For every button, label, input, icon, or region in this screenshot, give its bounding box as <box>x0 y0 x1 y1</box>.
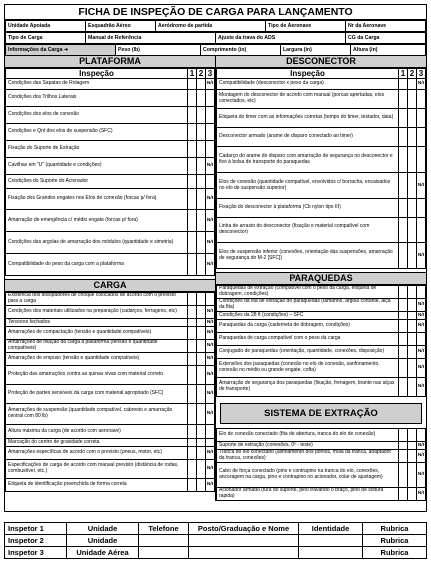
identidade-field[interactable] <box>299 535 363 547</box>
desconector-title: DESCONECTOR <box>216 56 426 68</box>
check-2-cell[interactable] <box>197 366 206 385</box>
check-1-cell[interactable] <box>399 90 408 109</box>
check-2-cell[interactable] <box>197 232 206 254</box>
check-1-cell[interactable] <box>188 90 197 107</box>
check-2-cell[interactable] <box>408 218 417 243</box>
checklist-item: Compatibilidade do peso da carga com a plataforma <box>6 254 188 276</box>
check-2-cell[interactable] <box>408 488 417 501</box>
checklist-item: Elos de suspensão inferior (conexões, orientação das suspensões, amarração de segurança do M-2 [SFC]) <box>217 243 399 269</box>
rubrica-header: Rubrica <box>363 523 427 535</box>
col-3-header: 3 <box>206 69 215 79</box>
checklist-item: Suporte de extração (conexões, 0º - teste) <box>217 442 399 450</box>
checklist-item: Proteção das amarrações contra as quinas vivas com material correto <box>6 366 188 385</box>
check-2-cell[interactable] <box>197 439 206 447</box>
checklist-item: Extensões dos paraquedas (conexão no elo de conexão, sanfonamento, conexão no médio ou grande engate, cofta) <box>217 359 399 378</box>
check-2-cell[interactable] <box>408 442 417 450</box>
checklist-item: Cadarço do arame de disparo com amarração de segurança no desconector e fixo à bolsa de transporte do paraquedas <box>217 147 399 173</box>
sistema-table <box>216 428 426 501</box>
paraquedas-title: PARAQUEDAS <box>216 272 426 285</box>
check-3-cell[interactable] <box>417 199 426 218</box>
rubrica-cell: Rubrica <box>363 547 427 559</box>
check-1-cell[interactable] <box>188 175 197 189</box>
checklist-item: Condições das Sapatas de Rolagem <box>6 79 188 90</box>
checklist-item: Existência dos dissipadores de choque colocados de acordo com o previsto para a carga <box>6 293 188 306</box>
check-2-cell[interactable] <box>197 306 206 319</box>
identidade-field[interactable] <box>299 547 363 559</box>
checklist-item: Condições do Suporte do Acionador <box>6 175 188 189</box>
check-2-cell[interactable] <box>197 353 206 366</box>
esquadrao-aereo-label: Esquadrão Aéreo <box>86 21 156 32</box>
check-2-cell[interactable] <box>408 199 417 218</box>
check-3-cell[interactable]: N/I <box>206 232 215 254</box>
rubrica-cell: Rubrica <box>363 535 427 547</box>
check-3-cell[interactable] <box>206 90 215 107</box>
check-1-cell[interactable] <box>399 488 408 501</box>
checklist-item: Tranca do elo conectado (alinhamento dos pontos, mola da tranca, adaptador da tranca, conexões) <box>217 450 399 463</box>
check-1-cell[interactable] <box>188 340 197 353</box>
checklist-item: Amarração de segurança dos paraquedas (fixação, frenagem, tirante nas alças de transporte) <box>217 378 399 397</box>
inspectors-table <box>4 522 427 559</box>
check-1-cell[interactable] <box>188 460 197 479</box>
tipo-aeronave-label: Tipo de Aeronave <box>266 21 346 32</box>
check-1-cell[interactable] <box>399 378 408 397</box>
check-1-cell[interactable] <box>399 79 408 90</box>
comprimento-label: Comprimento (in) <box>201 45 281 56</box>
check-2-cell[interactable] <box>197 175 206 189</box>
check-3-cell[interactable] <box>206 141 215 158</box>
check-2-cell[interactable] <box>408 173 417 199</box>
checklist-item: Conjugado de paraquedas (orientação, quantidade, conexões, disposição) <box>217 346 399 359</box>
check-3-cell[interactable]: N/I <box>417 312 425 318</box>
unidade-cell: Unidade Aérea <box>67 547 139 559</box>
checklist-item: Acionador armado (fura do suporte, pino travando o braço, pino de soltura rapida) <box>217 488 399 501</box>
check-1-cell[interactable] <box>188 158 197 175</box>
check-1-cell[interactable] <box>399 286 408 299</box>
check-2-cell[interactable] <box>197 107 206 124</box>
check-2-cell[interactable] <box>408 312 417 320</box>
carga-title: CARGA <box>5 279 215 292</box>
check-3-cell[interactable]: N/I <box>206 327 215 340</box>
check-1-cell[interactable] <box>188 141 197 158</box>
header-table-2 <box>5 32 426 44</box>
check-3-cell[interactable]: N/I <box>417 463 426 488</box>
carga-table <box>5 292 215 492</box>
check-2-cell[interactable] <box>408 147 417 173</box>
check-2-cell[interactable] <box>408 320 417 333</box>
checklist-item: Elos de conexão (quantidade compatível, envolvidos c/ borracha, encaixados no elo de suspensão superior) <box>217 173 399 199</box>
inspecao-header: Inspeção <box>217 69 399 79</box>
check-3-cell[interactable]: N/I <box>417 378 426 397</box>
check-3-cell[interactable]: N/I <box>206 158 215 175</box>
check-1-cell[interactable] <box>188 107 197 124</box>
checklist-item: Tensores fechados <box>6 319 188 327</box>
check-1-cell[interactable] <box>399 218 408 243</box>
posto-nome-header: Posto/Graduação e Nome <box>189 523 299 535</box>
check-3-cell[interactable]: N/I <box>417 299 426 312</box>
check-2-cell[interactable] <box>408 243 417 269</box>
checklist-item: Amarração de emergência c/ médio engate (forcas p/ fora) <box>6 210 188 232</box>
checklist-item: Etiqueta de identificação preenchida de forma correta <box>6 479 188 492</box>
checklist-item: Marcação do centro de gravidade correta <box>6 439 188 447</box>
checklist-item: Etiqueta do timer com as informações corretas (tempo do timer, testador, data) <box>217 109 399 128</box>
checklist-item: Condições das argolas de amarração dos módulos (quantidade e simetria) <box>6 232 188 254</box>
telefone-field[interactable] <box>139 535 189 547</box>
checklist-item: Condições dos materiais utilizados na preparação (cadarços, ferragens, etc) <box>6 306 188 319</box>
check-2-cell[interactable] <box>197 385 206 404</box>
check-3-cell[interactable] <box>206 439 215 447</box>
check-3-cell[interactable]: N/I <box>206 404 215 425</box>
tipo-carga-label: Tipo de Carga <box>6 33 86 44</box>
check-1-cell[interactable] <box>188 439 197 447</box>
check-3-cell[interactable] <box>417 109 426 128</box>
check-1-cell[interactable] <box>399 128 408 147</box>
check-2-cell[interactable] <box>197 340 206 353</box>
plataforma-table <box>5 68 215 276</box>
check-3-cell[interactable] <box>417 128 426 147</box>
check-1-cell[interactable] <box>188 327 197 340</box>
check-1-cell[interactable] <box>188 306 197 319</box>
check-3-cell[interactable] <box>417 90 426 109</box>
check-1-cell[interactable] <box>399 333 408 346</box>
check-2-cell[interactable] <box>408 79 417 90</box>
cg-carga-label: CG da Carga <box>346 33 426 44</box>
unidade-header: Unidade <box>67 523 139 535</box>
checklist-item: Proteção de partes sensíveis da carga com material apropriado (SFC) <box>6 385 188 404</box>
col-2-header: 2 <box>197 69 206 79</box>
check-2-cell[interactable] <box>408 346 417 359</box>
check-1-cell[interactable] <box>399 299 408 312</box>
check-2-cell[interactable] <box>408 450 417 463</box>
ajuste-trava-label: Ajuste da trava do ADS <box>216 33 346 44</box>
check-3-cell[interactable]: N/I <box>206 340 215 353</box>
checklist-item: Paraquedas de extração (compatível com o peso da carga, etiqueta de dobragem, condições) <box>217 286 399 299</box>
check-3-cell[interactable]: N/I <box>206 306 215 319</box>
check-2-cell[interactable] <box>197 425 206 439</box>
check-3-cell[interactable] <box>417 286 426 299</box>
check-1-cell[interactable] <box>188 425 197 439</box>
col-2-header: 2 <box>408 69 417 79</box>
sistema-extracao-title: SISTEMA DE EXTRAÇÃO <box>220 403 422 424</box>
checklist-item: Especificações de carga de acordo com manual previsto (distância de rodas, combustível, etc.) <box>6 460 188 479</box>
checklist-item: Fixação do Suporte de Extração <box>6 141 188 158</box>
check-1-cell[interactable] <box>399 109 408 128</box>
checklist-item: Elo de conexão conectado (fita de abertura, tranca do elo de conexão) <box>217 429 399 442</box>
telefone-field[interactable] <box>139 547 189 559</box>
largura-label: Largura (in) <box>281 45 351 56</box>
check-3-cell[interactable]: N/I <box>206 353 215 366</box>
check-3-cell[interactable] <box>206 107 215 124</box>
telefone-header: Telefone <box>139 523 189 535</box>
check-1-cell[interactable] <box>399 429 408 442</box>
check-3-cell[interactable]: N/I <box>206 210 215 232</box>
check-2-cell[interactable] <box>408 109 417 128</box>
info-carga-label: Informações da Carga ➜ <box>6 45 116 56</box>
right-column <box>215 56 426 501</box>
check-1-cell[interactable] <box>399 312 408 320</box>
check-2-cell[interactable] <box>197 141 206 158</box>
checklist-columns <box>5 56 426 501</box>
checklist-item: Fixação dos Grandes engates nos Elos de conexão (forcas p/ fora) <box>6 189 188 210</box>
check-3-cell[interactable] <box>417 429 426 442</box>
check-3-cell[interactable] <box>417 147 426 173</box>
col-3-header: 3 <box>417 69 426 79</box>
check-1-cell[interactable] <box>188 319 197 327</box>
check-2-cell[interactable] <box>197 158 206 175</box>
checklist-item: Paraquedas de carga compatível com o peso da carga <box>217 333 399 346</box>
check-1-cell[interactable] <box>399 346 408 359</box>
checklist-item: Condições dos Trilhos Laterais <box>6 90 188 107</box>
identidade-header: Identidade <box>299 523 363 535</box>
check-2-cell[interactable] <box>197 460 206 479</box>
checklist-item: Amarrações de suspensão (quantidade compatível, cabresto e amarração central com 80 lb) <box>6 404 188 425</box>
checklist-item: Cavilhas em "U" (quantidade e condições) <box>6 158 188 175</box>
check-1-cell[interactable] <box>188 254 197 276</box>
check-2-cell[interactable] <box>197 254 206 276</box>
checklist-item: Paraquedas da carga (caderneta de dobragem, condições) <box>217 320 399 333</box>
arrow-icon: ➜ <box>63 47 69 53</box>
check-2-cell[interactable] <box>408 286 417 299</box>
checklist-item: Compatibilidade (desconector x peso da carga) <box>217 79 399 90</box>
paraquedas-table <box>216 285 426 397</box>
checklist-item: Cabo de força conectado (pino e contrapino na tranca do elo, conexões, ancoragem na carga, pino e contrapino no acionador, colar de ajustagem) <box>217 463 399 488</box>
check-3-cell[interactable]: N/I <box>417 359 426 378</box>
check-3-cell[interactable]: N/I <box>206 460 215 479</box>
check-2-cell[interactable] <box>197 210 206 232</box>
col-1-header: 1 <box>399 69 408 79</box>
check-2-cell[interactable] <box>408 463 417 488</box>
check-1-cell[interactable] <box>188 293 197 306</box>
check-2-cell[interactable] <box>197 293 206 306</box>
posto-nome-field[interactable] <box>189 547 299 559</box>
check-3-cell[interactable] <box>417 333 426 346</box>
inspecao-header: Inspeção <box>6 69 188 79</box>
check-2-cell[interactable] <box>408 299 417 312</box>
check-2-cell[interactable] <box>197 189 206 210</box>
check-3-cell[interactable]: N/I <box>417 320 426 333</box>
checklist-item: Condições da 28 ft (condições) – SFC <box>217 312 399 320</box>
check-2-cell[interactable] <box>408 378 417 397</box>
header-table <box>5 20 426 32</box>
unidade-apoiada-label: Unidade Apoiada <box>6 21 86 32</box>
plataforma-title: PLATAFORMA <box>5 56 215 68</box>
check-2-cell[interactable] <box>197 404 206 425</box>
check-1-cell[interactable] <box>399 173 408 199</box>
check-1-cell[interactable] <box>188 385 197 404</box>
aerodromo-label: Aeródromo de partida <box>156 21 266 32</box>
check-3-cell[interactable]: N/I <box>417 346 426 359</box>
check-1-cell[interactable] <box>188 79 197 90</box>
checklist-item: Amarrações de fixação da carga à plataforma (tensão e quantidade compatíveis) <box>6 340 188 353</box>
check-1-cell[interactable] <box>188 124 197 141</box>
check-1-cell[interactable] <box>399 243 408 269</box>
check-1-cell[interactable] <box>188 479 197 492</box>
form-title: FICHA DE INSPEÇÃO DE CARGA PARA LANÇAMENTO <box>5 5 426 20</box>
check-3-cell[interactable]: N/I <box>417 79 426 90</box>
check-1-cell[interactable] <box>399 199 408 218</box>
check-3-cell[interactable]: N/I <box>417 173 426 199</box>
check-3-cell[interactable]: N/I <box>417 488 426 501</box>
header-table-3 <box>5 44 426 56</box>
check-3-cell[interactable]: N/I <box>206 366 215 385</box>
altura-label: Altura (in) <box>351 45 426 56</box>
check-3-cell[interactable]: N/I <box>206 189 215 210</box>
check-2-cell[interactable] <box>408 359 417 378</box>
check-1-cell[interactable] <box>399 450 408 463</box>
checklist-item: Montagem do desconector de acordo com manual (porcas apertadas, elos conectados, etc) <box>217 90 399 109</box>
check-1-cell[interactable] <box>188 353 197 366</box>
col-1-header: 1 <box>188 69 197 79</box>
check-3-cell[interactable] <box>417 218 426 243</box>
inspector-1-label: Inspetor 1 <box>5 523 67 535</box>
check-3-cell[interactable]: N/I <box>417 442 425 448</box>
check-2-cell[interactable] <box>197 124 206 141</box>
nr-aeronave-label: Nr da Aeronave <box>346 21 426 32</box>
posto-nome-field[interactable] <box>189 535 299 547</box>
check-1-cell[interactable] <box>188 210 197 232</box>
manual-referencia-label: Manual de Referência <box>86 33 216 44</box>
checklist-item: Altura máxima da carga (de acordo com aeronave) <box>6 425 188 439</box>
check-1-cell[interactable] <box>399 320 408 333</box>
check-3-cell[interactable] <box>206 425 215 439</box>
check-3-cell[interactable]: N/I <box>206 319 214 325</box>
check-3-cell[interactable]: N/I <box>206 79 215 90</box>
check-1-cell[interactable] <box>399 463 408 488</box>
inspector-3-label: Inspetor 3 <box>5 547 67 559</box>
check-3-cell[interactable]: N/I <box>206 254 215 276</box>
check-3-cell[interactable]: N/I <box>206 479 215 492</box>
checklist-item: Fixação do desconector à plataforma (Cb nylon tipo III) <box>217 199 399 218</box>
form-frame <box>4 4 427 512</box>
check-2-cell[interactable] <box>197 327 206 340</box>
check-1-cell[interactable] <box>188 404 197 425</box>
check-1-cell[interactable] <box>399 147 408 173</box>
checklist-item: Condições e Qnt dos elos de suspensão (SFC) <box>6 124 188 141</box>
check-1-cell[interactable] <box>188 232 197 254</box>
check-2-cell[interactable] <box>197 479 206 492</box>
check-3-cell[interactable] <box>206 124 215 141</box>
inspector-2-label: Inspetor 2 <box>5 535 67 547</box>
desconector-table <box>216 68 426 269</box>
check-3-cell[interactable] <box>206 293 215 306</box>
checklist-item: Condições da fita de extração do paraquedas (tamanho, argola cortante, alça da fita) <box>217 299 399 312</box>
check-1-cell[interactable] <box>188 366 197 385</box>
check-2-cell[interactable] <box>197 79 206 90</box>
check-2-cell[interactable] <box>197 319 206 327</box>
check-1-cell[interactable] <box>399 359 408 378</box>
checklist-item: Amarrações específicas de acordo com o previsto (pneus, motor, etc) <box>6 447 188 460</box>
check-2-cell[interactable] <box>408 128 417 147</box>
check-3-cell[interactable]: N/I <box>206 447 215 460</box>
checklist-item: Amarrações de compactação (tensão e quantidade compatíveis) <box>6 327 188 340</box>
check-3-cell[interactable] <box>206 175 215 189</box>
check-1-cell[interactable] <box>188 447 197 460</box>
unidade-cell: Unidade <box>67 535 139 547</box>
check-2-cell[interactable] <box>197 90 206 107</box>
check-2-cell[interactable] <box>408 333 417 346</box>
check-2-cell[interactable] <box>408 90 417 109</box>
checklist-item: Linha de arrasto do desconector (fixação e material compatível com desconector) <box>217 218 399 243</box>
check-2-cell[interactable] <box>408 429 417 442</box>
check-3-cell[interactable]: N/I <box>206 385 215 404</box>
check-3-cell[interactable]: N/I <box>417 450 426 463</box>
check-1-cell[interactable] <box>188 189 197 210</box>
check-1-cell[interactable] <box>399 442 408 450</box>
peso-label: Peso (lb) <box>116 45 201 56</box>
check-2-cell[interactable] <box>197 447 206 460</box>
check-3-cell[interactable]: N/I <box>417 243 426 269</box>
left-column <box>5 56 215 501</box>
checklist-item: Desconector armado (arame de disparo conectado ao timer) <box>217 128 399 147</box>
checklist-item: Amarrações de empuxo (tensão e quantidade compatíveis) <box>6 353 188 366</box>
checklist-item: Condições dos elos de conexão <box>6 107 188 124</box>
